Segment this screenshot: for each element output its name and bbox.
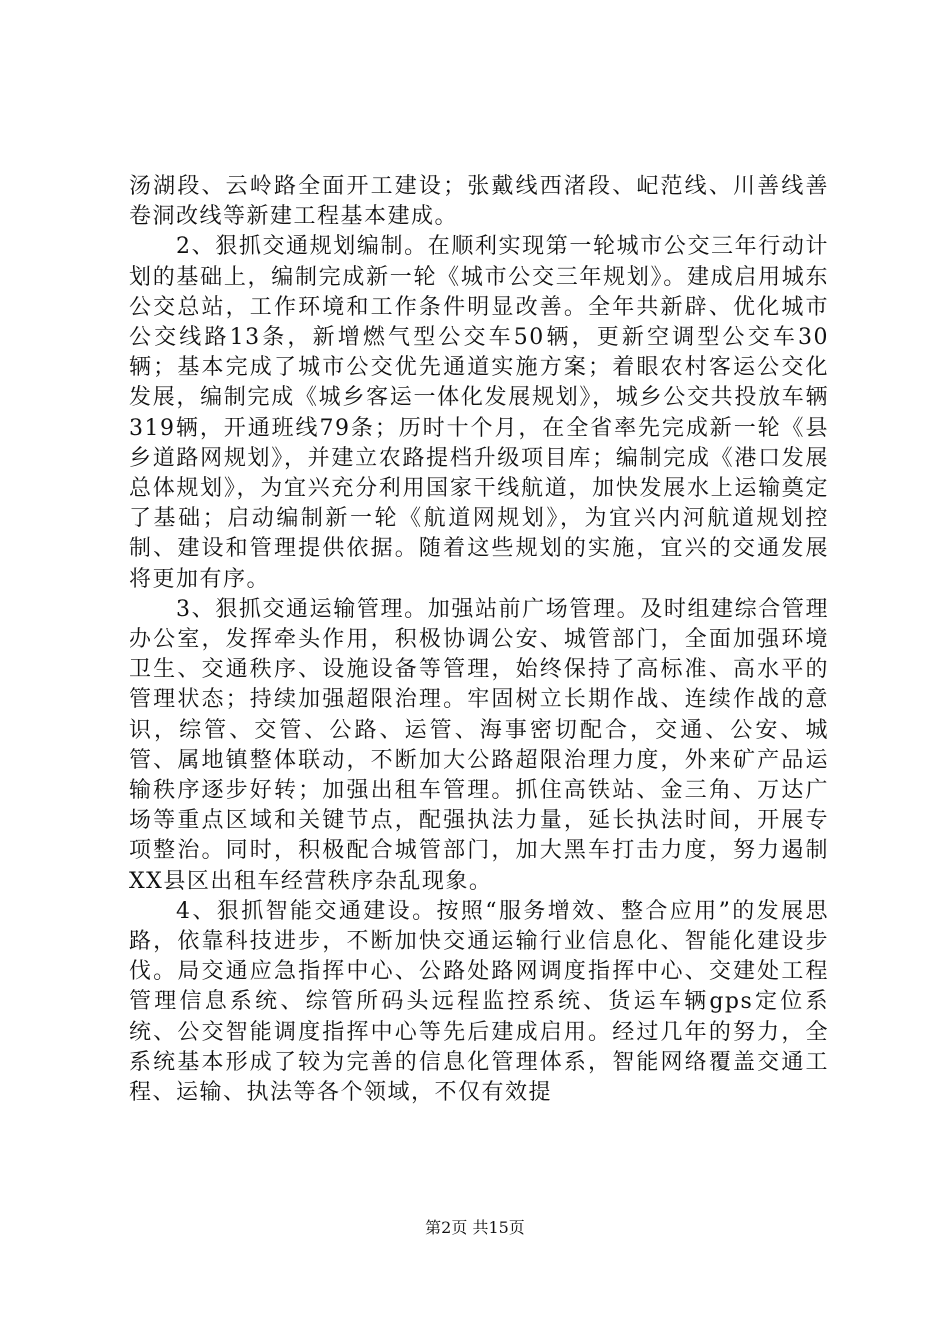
- paragraph-2: 2、狠抓交通规划编制。在顺利实现第一轮城市公交三年行动计划的基础上，编制完成新一轮《城市公交三年规划》。建成启用城东公交总站，工作环境和工作条件明显改善。全年共新辟、优化城市公交线路13条，新增燃气型公交车50辆，更新空调型公交车30辆；基本完成了城市公交优先通道实施方案；着眼农村客运公交化发展，编制完成《城乡客运一体化发展规划》，城乡公交共投放车辆319辆，开通班线79条；历时十个月，在全省率先完成新一轮《县乡道路网规划》，并建立农路提档升级项目库；编制完成《港口发展总体规划》，为宜兴充分利用国家干线航道，加快发展水上运输奠定了基础；启动编制新一轮《航道网规划》，为宜兴内河航道规划控制、建设和管理提供依据。随着这些规划的实施，宜兴的交通发展将更加有序。: [129, 234, 829, 592]
- paragraph-1: 汤湖段、云岭路全面开工建设；张戴线西渚段、屺范线、川善线善卷洞改线等新建工程基本建成。: [129, 174, 829, 230]
- paragraph-3: 3、狠抓交通运输管理。加强站前广场管理。及时组建综合管理办公室，发挥牵头作用，积极协调公安、城管部门，全面加强环境卫生、交通秩序、设施设备等管理，始终保持了高标准、高水平的管理状态；持续加强超限治理。牢固树立长期作战、连续作战的意识，综管、交管、公路、运管、海事密切配合，交通、公安、城管、属地镇整体联动，不断加大公路超限治理力度，外来矿产品运输秩序逐步好转；加强出租车管理。抓住高铁站、金三角、万达广场等重点区域和关键节点，配强执法力量，延长执法时间，开展专项整治。同时，积极配合城管部门，加大黑车打击力度，努力遏制XX县区出租车经营秩序杂乱现象。: [129, 596, 829, 894]
- page-footer: 第2页 共15页: [425, 1218, 525, 1237]
- document-body: [129, 172, 829, 1108]
- paragraph-4: 4、狠抓智能交通建设。按照“服务增效、整合应用”的发展思路，依靠科技进步，不断加快交通运输行业信息化、智能化建设步伐。局交通应急指挥中心、公路处路网调度指挥中心、交建处工程管理信息系统、综管所码头远程监控系统、货运车辆gps定位系统、公交智能调度指挥中心等先后建成启用。经过几年的努力，全系统基本形成了较为完善的信息化管理体系，智能网络覆盖交通工程、运输、执法等各个领域，不仅有效提: [129, 898, 829, 1106]
